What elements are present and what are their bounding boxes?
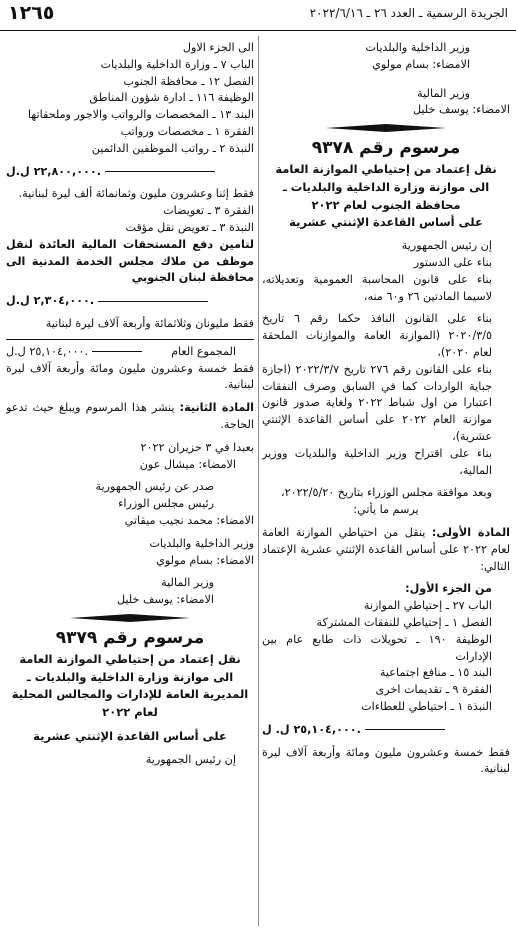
purpose-text: لتامين دفع المستحقات المالية العائدة لنقل موظف من ملاك مجلس الخدمة المدنية الى محافظة لبنان الجنوبي: [6, 237, 254, 285]
decree-title: مرسوم رقم ٩٣٧٨: [311, 138, 461, 159]
amount-line: [365, 729, 445, 730]
decree-heading-line: نقل إعتماد من إحتياطي الموازنة العامة: [19, 651, 241, 666]
body-paragraph: وبعد موافقة مجلس الوزراء بتاريخ ٢٠٢٢/٥/٢٠،: [281, 486, 492, 500]
decree-basis: على أساس القاعدة الإثنتي عشرية: [33, 728, 227, 743]
budget-item: البند ١٣ ـ المخصصات والرواتب والاجور وملحقاتها: [27, 108, 254, 122]
column-separator: [258, 36, 259, 926]
signatory-title: رئيس مجلس الوزراء: [118, 497, 214, 511]
budget-item: الفصل ١٢ ـ محافظة الجنوب: [123, 74, 254, 88]
signatory-title: وزير المالية: [161, 576, 214, 590]
decree-heading-line: على أساس القاعدة الإثنتي عشرية: [289, 215, 483, 230]
amount: [6, 293, 254, 310]
amount-value: ٢٢,٨٠٠,٠٠٠ ل.ل.: [6, 164, 101, 178]
article-label: المادة الأولى:: [431, 525, 510, 539]
article-text: ينشر هذا المرسوم ويبلغ حيث تدعو الحاجة.: [6, 401, 254, 431]
total-divider: [6, 339, 254, 340]
budget-item: الوظيفة ١١٦ ـ ادارة شؤون المناطق: [89, 91, 254, 105]
budget-item: الفقرة ١ ـ مخصصات ورواتب: [120, 124, 254, 138]
signature: الامضاء: يوسف خليل: [116, 593, 214, 607]
body-paragraph: بناء على الدستور: [413, 256, 492, 270]
amount-line: [105, 171, 215, 172]
page-header: [0, 0, 516, 31]
decrees-line: يرسم ما يأتي:: [353, 503, 419, 517]
section-divider: [326, 123, 446, 133]
part-heading: من الجزء الأول:: [405, 582, 492, 596]
signature: الامضاء: بسام مولوي: [372, 57, 470, 71]
amount-value: ٢٥,١٠٤,٠٠٠ ل. ل.: [262, 722, 361, 736]
decree-heading-line: لعام ٢٠٢٢: [102, 705, 158, 720]
part-heading: الى الجزء الاول: [182, 41, 254, 54]
article-text: ينقل من احتياطي الموازنة العامة لعام ٢٠٢٢ على أساس القاعدة الإثنتي عشرية الإعتماد التالي:: [262, 525, 510, 573]
amount-in-words: فقط إثنا وعشرون مليون وثمانمائة ألف ليرة لبنانية.: [18, 187, 254, 201]
section-divider: [70, 613, 190, 623]
body-paragraph: بناء على القانون رقم ٢٧٦ تاريخ ٢٠٢٢/٣/٧ (اجازة جباية الواردات كما في السابق وصرف النفقات اعتبارا من اول شباط ٢٠٢٢ ولغاية صدور قانون موازنة العام ٢٠٢٢ على أساس القاعدة الإثنتي عشرية)،: [262, 362, 492, 443]
article-label: المادة الثانية:: [179, 401, 254, 415]
total-in-words: فقط خمسة وعشرون مليون ومائة وأربعة آلاف ليرة لبنانية.: [6, 361, 254, 392]
body-paragraph: بناء على قانون المحاسبة العمومية وتعديلاته، لاسيما المادتين ٢٦ و٦٠ منه،: [262, 272, 492, 303]
body-paragraph: بناء على اقتراح وزير الداخلية والبلديات ووزير المالية،: [262, 446, 492, 477]
total-label: المجموع العام: [171, 344, 236, 358]
gazette-title: الجريدة الرسمية ـ العدد ٢٦ ـ ٢٠٢٢/٦/١٦: [309, 6, 508, 20]
amount-in-words: فقط مليونان وثلاثمائة وأربعة آلاف ليرة لبنانية: [45, 316, 254, 330]
signatory-title: وزير الداخلية والبلديات: [149, 536, 254, 550]
budget-item: الفصل ١ ـ إحتياطي للنفقات المشتركة: [316, 615, 492, 629]
total-amount: [6, 344, 142, 361]
decree-heading-line: محافظة الجنوب لعام ٢٠٢٢: [311, 197, 461, 212]
amount: [6, 164, 254, 181]
total-row: [6, 344, 254, 361]
budget-item: البند ١٥ ـ منافع اجتماعية: [379, 666, 492, 680]
decree-heading-line: الى موازنة وزارة الداخلية والبلديات ـ: [26, 669, 234, 684]
right-column: [262, 40, 510, 778]
amount: [262, 722, 510, 739]
article-two: [6, 400, 254, 434]
body-paragraph: بناء على القانون النافذ حكما رقم ٦ تاريخ ٢٠٢٠/٣/٥ (الموازنة العامة والموازنات الملحقة لعام ٢٠٢٠)،: [262, 312, 492, 360]
decree-heading-line: نقل إعتماد من إحتياطي الموازنة العامة: [275, 161, 497, 176]
signature: الامضاء: بسام مولوي: [156, 553, 254, 567]
decree-heading-line: الى موازنة وزارة الداخلية والبلديات ـ: [282, 179, 490, 194]
budget-item: الباب ٧ ـ وزارة الداخلية والبلديات: [100, 57, 254, 71]
budget-item: النبذة ٣ ـ تعويض نقل مؤقت: [125, 220, 254, 234]
date-line: بعبدا في ٣ حزيران ٢٠٢٢: [140, 440, 254, 454]
budget-item: النبذة ١ ـ احتياطي للعطاءات: [361, 699, 492, 713]
budget-item: الفقرة ٣ ـ تعويضات: [163, 204, 254, 218]
president-line: إن رئيس الجمهورية: [145, 752, 236, 766]
signature: الامضاء: محمد نجيب ميقاتي: [124, 513, 254, 527]
amount-line: [92, 351, 142, 352]
article-one: [262, 525, 510, 575]
decree-title: مرسوم رقم ٩٣٧٩: [55, 627, 205, 648]
total-amount-value: ٢٥,١٠٤,٠٠٠ ل.ل.: [6, 344, 89, 358]
signatory-title: وزير الداخلية والبلديات: [365, 41, 470, 54]
left-column: [6, 40, 254, 769]
amount-line: [98, 301, 208, 302]
president-line: إن رئيس الجمهورية: [401, 239, 492, 253]
signature: الامضاء: ميشال عون: [139, 457, 236, 471]
signatory-title: وزير المالية: [417, 86, 470, 100]
page-number: ١٢٦٥: [8, 2, 55, 24]
decree-heading-line: المديرية العامة للإدارات والمجالس المحلية: [11, 687, 249, 702]
budget-item: الوظيفة ١٩٠ ـ تحويلات ذات طابع عام بين الإدارات: [262, 632, 492, 663]
budget-item: النبذة ٢ ـ رواتب الموظفين الدائمين: [91, 141, 254, 155]
budget-item: الفقرة ٩ ـ تقديمات اخرى: [375, 683, 492, 697]
amount-value: ٢,٣٠٤,٠٠٠ ل.ل.: [6, 294, 95, 308]
signature: الامضاء: يوسف خليل: [412, 103, 510, 117]
budget-item: الباب ٢٧ ـ إحتياطي الموازنة: [363, 599, 492, 613]
amount-in-words: فقط خمسة وعشرون مليون ومائة وأربعة آلاف ليرة لبنانية.: [262, 745, 510, 776]
issued-by: صدر عن رئيس الجمهورية: [95, 480, 214, 494]
